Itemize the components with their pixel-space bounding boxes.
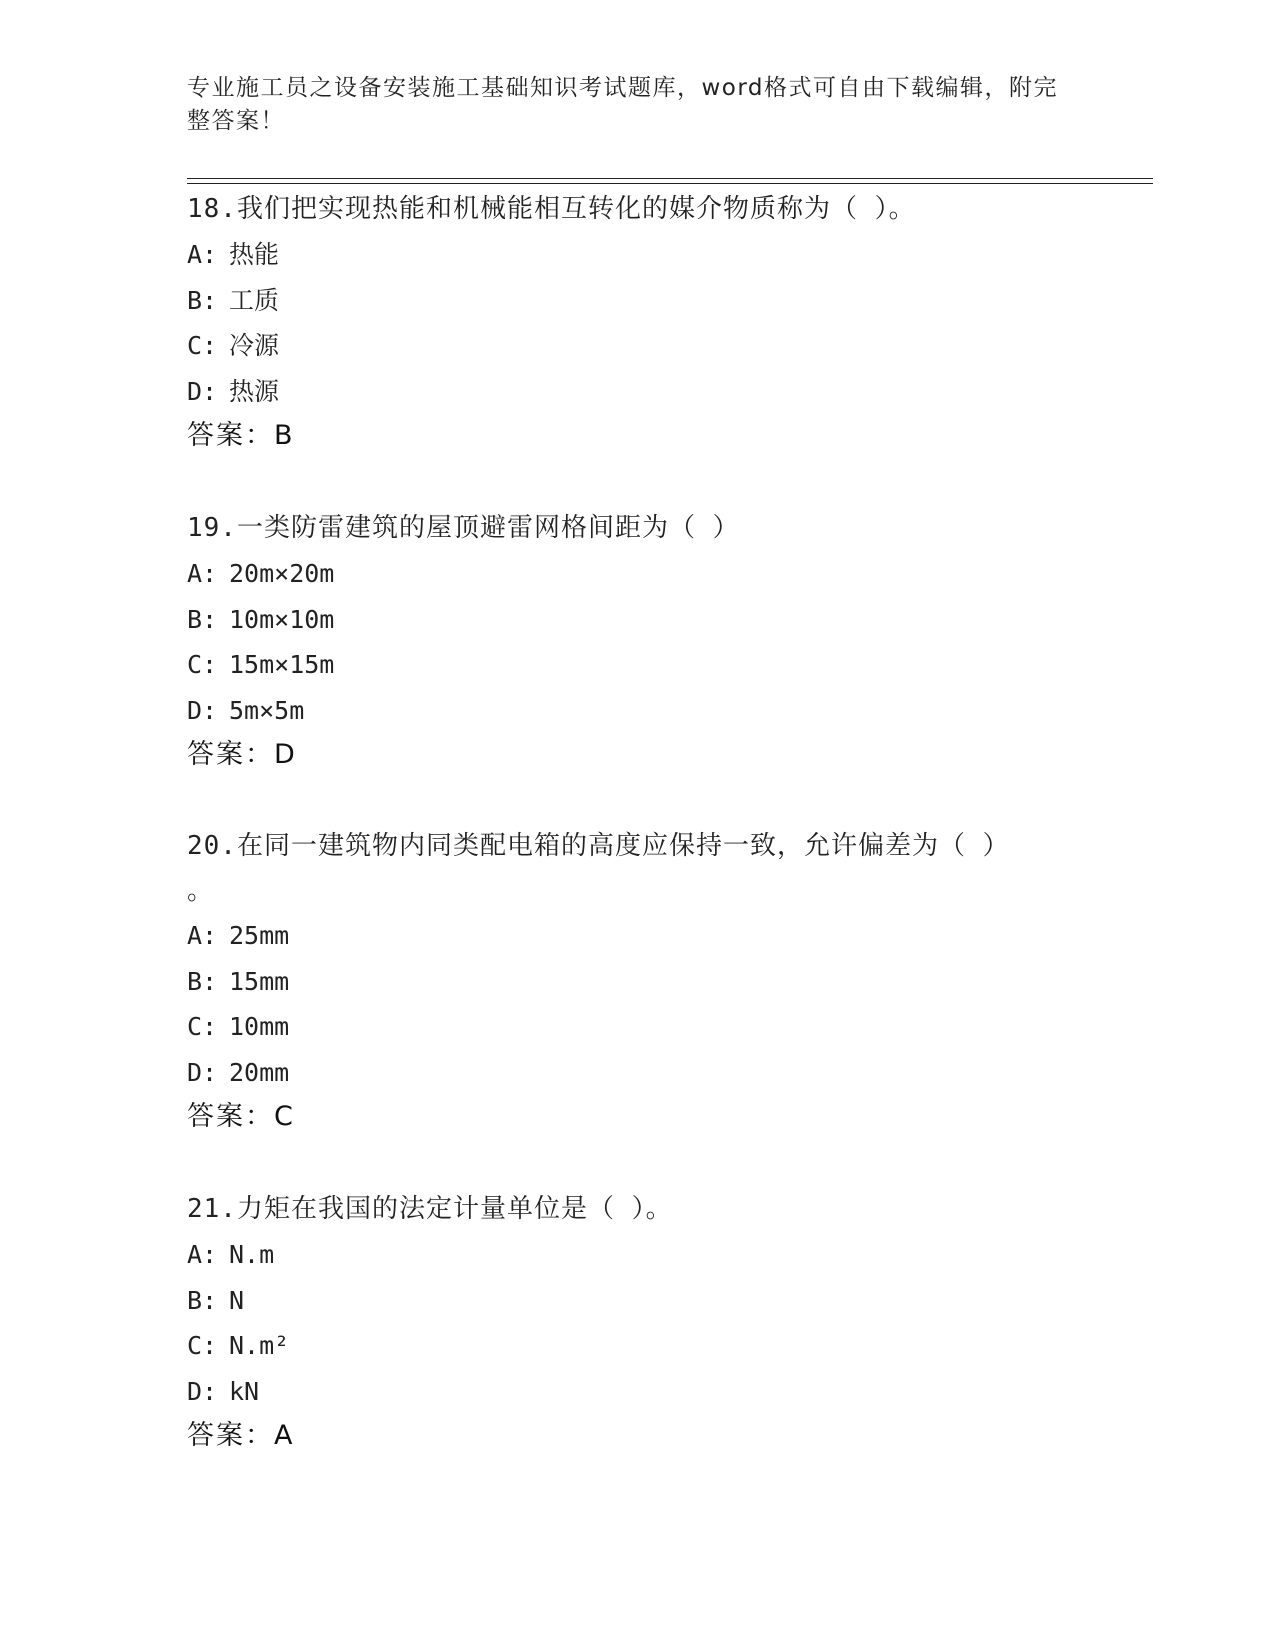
option-a <box>187 1232 1087 1278</box>
option-label: C: <box>187 1012 218 1041</box>
option-label: D: <box>187 1376 218 1406</box>
option-text: 冷源 <box>229 331 280 360</box>
option-text: 15m×15m <box>229 650 335 679</box>
option-c <box>187 642 1087 688</box>
question-stem: 18.我们把实现热能和机械能相互转化的媒介物质称为（ ）。 <box>187 194 916 224</box>
option-text: kN <box>229 1376 260 1406</box>
option-label: D: <box>187 695 218 725</box>
option-b <box>187 597 1087 643</box>
option-b <box>187 1278 1087 1324</box>
option-text: 10mm <box>229 1012 290 1041</box>
option-label: A: <box>187 921 218 950</box>
header-line-2: 整答案！ <box>187 108 285 134</box>
answer-line: 答案：C <box>187 1101 295 1132</box>
header-line-1: 专业施工员之设备安装施工基础知识考试题库，word格式可自由下载编辑，附完 <box>187 75 1059 101</box>
option-label: C: <box>187 331 218 360</box>
option-text: 热源 <box>229 376 280 406</box>
question-block-18 <box>187 186 1087 458</box>
option-label: B: <box>187 966 218 996</box>
option-a <box>187 913 1087 959</box>
option-text: 15mm <box>229 966 290 996</box>
option-c <box>187 323 1087 369</box>
option-text: 20mm <box>229 1057 290 1087</box>
option-c <box>187 1323 1087 1369</box>
answer-line: 答案：B <box>187 420 295 451</box>
header-divider-top <box>187 178 1153 179</box>
option-text: N.m <box>229 1240 275 1269</box>
header-divider-bottom <box>187 183 1153 184</box>
option-label: B: <box>187 604 218 634</box>
option-d <box>187 1050 1087 1096</box>
option-label: D: <box>187 1057 218 1087</box>
option-text: 热能 <box>229 240 280 269</box>
question-block-20 <box>187 823 1087 1139</box>
option-label: B: <box>187 1285 218 1315</box>
option-b <box>187 278 1087 324</box>
option-text: N.m² <box>229 1331 290 1360</box>
option-a <box>187 232 1087 278</box>
option-label: A: <box>187 240 218 269</box>
option-label: B: <box>187 285 218 315</box>
option-a <box>187 551 1087 597</box>
option-text: N <box>229 1285 245 1315</box>
option-text: 5m×5m <box>229 695 305 725</box>
question-stem-continuation: 。 <box>187 876 214 906</box>
option-text: 工质 <box>229 285 280 315</box>
question-stem: 21.力矩在我国的法定计量单位是（ ）。 <box>187 1194 673 1224</box>
option-d <box>187 688 1087 734</box>
option-label: A: <box>187 1240 218 1269</box>
option-text: 25mm <box>229 921 290 950</box>
option-label: C: <box>187 650 218 679</box>
answer-line: 答案：D <box>187 739 297 770</box>
option-b <box>187 959 1087 1005</box>
option-text: 10m×10m <box>229 604 335 634</box>
question-stem: 20.在同一建筑物内同类配电箱的高度应保持一致，允许偏差为（ ） <box>187 831 1010 861</box>
question-stem: 19.一类防雷建筑的屋顶避雷网格间距为（ ） <box>187 513 740 543</box>
option-text: 20m×20m <box>229 559 335 588</box>
question-block-21 <box>187 1186 1087 1458</box>
option-d <box>187 369 1087 415</box>
option-c <box>187 1004 1087 1050</box>
document-header <box>187 72 1067 138</box>
option-label: D: <box>187 376 218 406</box>
option-d <box>187 1369 1087 1415</box>
question-block-19 <box>187 505 1087 777</box>
option-label: A: <box>187 559 218 588</box>
option-label: C: <box>187 1331 218 1360</box>
answer-line: 答案：A <box>187 1420 295 1451</box>
